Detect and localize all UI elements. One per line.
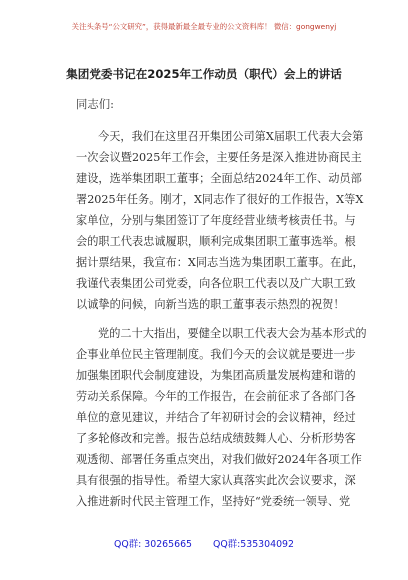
paragraph-1-line-1: 今天，我们在这里召开集团公司第X届职工代表大会第 (98, 130, 364, 143)
paragraph-1-line-7: 据计票结果，我宣布：X同志当选为集团职工董事。在此， (76, 256, 364, 269)
paragraph-1-line-6: 会的职工代表忠诚履职，顺利完成集团职工董事选举。根 (76, 235, 356, 248)
paragraph-2-line-5: 单位的意见建议，并结合了年初研讨会的会议精神，经过 (76, 411, 356, 424)
qq-group-2: QQ群:535304092 (213, 539, 294, 550)
paragraph-2-line-2: 企事业单位民主管理制度。我们今天的会议就是要进一步 (76, 348, 356, 361)
paragraph-2-line-7: 观透彻、部署任务重点突出，对我们做好2024年各项工作 (76, 453, 362, 466)
paragraph-2-line-9: 入推进新时代民主管理工作，坚持好“党委统一领导、党 (76, 495, 351, 508)
paragraph-2-line-3: 加强集团职代会制度建设，为集团高质量发展构建和谐的 (76, 369, 356, 382)
promo-banner: 关注头条号“公文研究”，获得最新最全最专业的公文资料库！ 微信：gongwenyj (71, 22, 337, 31)
paragraph-1-line-3: 建设，选举集团职工董事；全面总结2024年工作、动员部 (76, 172, 362, 185)
salutation: 同志们: (76, 97, 115, 111)
document-title: 集团党委书记在2025年工作动员（职代）会上的讲话 (66, 67, 342, 81)
qq-group-1: QQ群: 30265665 (114, 539, 193, 550)
paragraph-2-line-8: 具有很强的指导性。希望大家认真落实此次会议要求，深 (76, 474, 356, 487)
paragraph-1-line-4: 署2025年任务。刚才，X同志作了很好的工作报告，X等X (76, 193, 364, 206)
paragraph-2-line-6: 了多轮修改和完善。报告总结成绩鼓舞人心、分析形势客 (76, 432, 356, 445)
paragraph-1-line-2: 一次会议暨2025年工作会，主要任务是深入推进协商民主 (76, 151, 362, 164)
paragraph-1-line-8: 我谨代表集团公司党委，向各位职工代表以及广大职工致 (76, 277, 356, 290)
footer-contact (0, 536, 408, 550)
paragraph-1-line-9: 以诚挚的问候，向新当选的职工董事表示热烈的祝贺！ (76, 298, 345, 311)
paragraph-1-line-5: 家单位，分别与集团签订了年度经营业绩考核责任书。与 (76, 214, 356, 227)
paragraph-2-line-1: 党的二十大指出，要健全以职工代表大会为基本形式的 (98, 327, 367, 340)
paragraph-2-line-4: 劳动关系保障。今年的工作报告，在会前征求了各部门各 (76, 390, 356, 403)
